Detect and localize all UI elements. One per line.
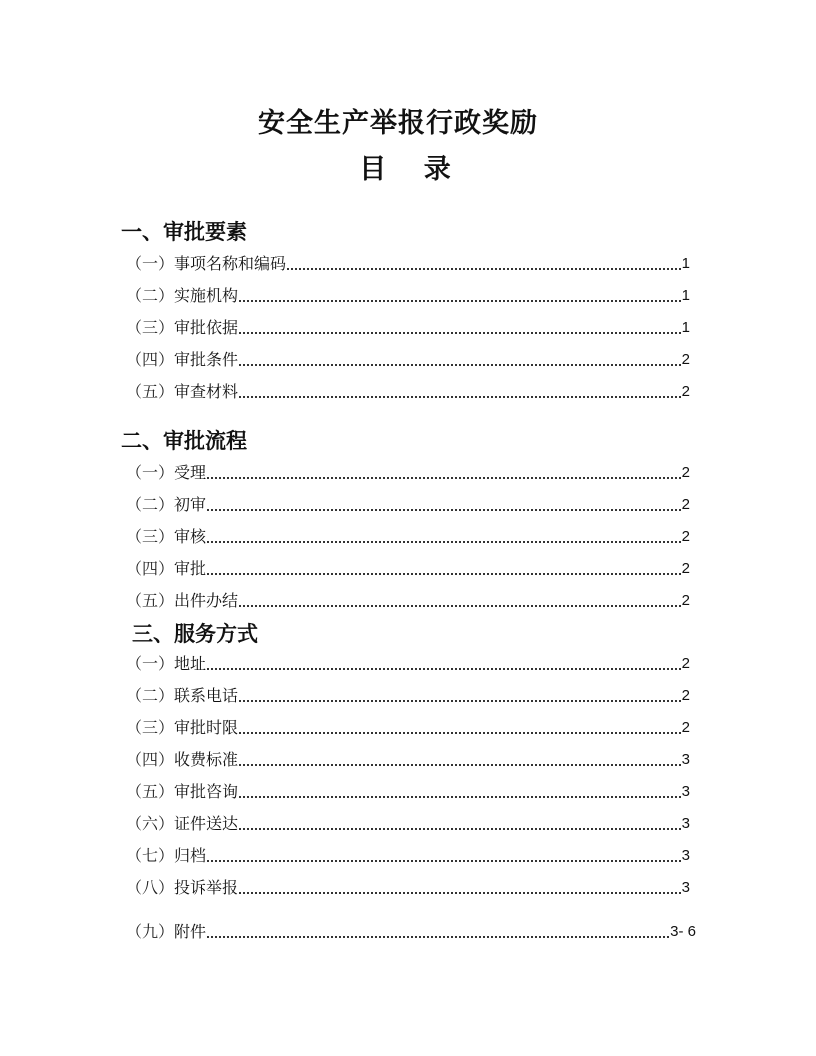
toc-entry[interactable] [126, 284, 690, 306]
toc-entry-label: 附件 [174, 922, 207, 941]
toc-entry-number: （四） [126, 350, 175, 369]
toc-entry[interactable] [126, 780, 690, 802]
dot-leader [239, 605, 681, 607]
toc-entry-label: 收费标准 [174, 750, 239, 769]
dot-leader [239, 364, 681, 366]
dot-leader [239, 732, 681, 734]
toc-entry-number: （三） [126, 527, 175, 546]
toc-entry-number: （三） [126, 318, 175, 337]
toc-entry-label: 审批时限 [174, 718, 239, 737]
dot-leader [287, 268, 681, 270]
toc-entry-page: 3 [681, 783, 690, 800]
section-heading-service-methods: 三、服务方式 [132, 622, 258, 646]
toc-entry[interactable] [126, 876, 690, 898]
dot-leader [207, 477, 681, 479]
toc-entry-label: 证件送达 [174, 814, 239, 833]
toc-entry-label: 实施机构 [174, 286, 239, 305]
toc-entry-page: 3 [681, 751, 690, 768]
toc-entry[interactable] [126, 252, 690, 274]
dot-leader [207, 668, 681, 670]
section-heading-approval-elements: 一、审批要素 [121, 220, 247, 244]
toc-entry[interactable] [126, 348, 690, 370]
toc-entry-page: 1 [681, 319, 690, 336]
toc-entry-number: （一） [126, 254, 175, 273]
toc-entry[interactable] [126, 716, 690, 738]
dot-leader [239, 764, 681, 766]
toc-heading: 目 录 [359, 154, 465, 185]
section-heading-approval-process: 二、审批流程 [121, 429, 247, 453]
dot-leader [207, 541, 681, 543]
toc-entry-page: 3 [681, 879, 690, 896]
dot-leader [207, 936, 669, 938]
toc-entry-label: 审查材料 [174, 382, 239, 401]
dot-leader [239, 828, 681, 830]
toc-entry-page: 3 [681, 815, 690, 832]
toc-entry[interactable] [126, 844, 690, 866]
toc-entry-label: 审批依据 [174, 318, 239, 337]
toc-entry-page: 2 [681, 383, 690, 400]
toc-entry-label: 联系电话 [174, 686, 239, 705]
document-title: 安全生产举报行政奖励 [258, 108, 538, 139]
toc-entry-page: 3- 6 [670, 923, 696, 940]
toc-entry-label: 初审 [174, 495, 207, 514]
toc-entry-number: （二） [126, 686, 175, 705]
toc-entry-label: 审批条件 [174, 350, 239, 369]
toc-entry-page: 2 [681, 351, 690, 368]
toc-entry-label: 受理 [174, 463, 207, 482]
toc-entry-number: （三） [126, 718, 175, 737]
toc-entry-number: （九） [126, 922, 175, 941]
toc-entry-label: 审批咨询 [174, 782, 239, 801]
toc-entry-label: 事项名称和编码 [174, 254, 287, 273]
dot-leader [239, 892, 681, 894]
toc-entry-number: （四） [126, 559, 175, 578]
toc-entry[interactable] [126, 812, 690, 834]
toc-entry-number: （七） [126, 846, 175, 865]
toc-entry[interactable] [126, 684, 690, 706]
toc-entry-label: 归档 [174, 846, 207, 865]
toc-entry-number: （二） [126, 495, 175, 514]
dot-leader [239, 332, 681, 334]
toc-entry[interactable] [126, 380, 690, 402]
toc-entry-label: 审核 [174, 527, 207, 546]
toc-entry-page: 2 [681, 655, 690, 672]
toc-entry-number: （五） [126, 782, 175, 801]
toc-entry-label: 出件办结 [174, 591, 239, 610]
toc-entry[interactable] [126, 316, 690, 338]
toc-entry-page: 1 [681, 255, 690, 272]
toc-entry-page: 2 [681, 560, 690, 577]
toc-entry[interactable] [126, 461, 690, 483]
dot-leader [239, 700, 681, 702]
toc-entry-page: 3 [681, 847, 690, 864]
toc-entry-number: （八） [126, 878, 175, 897]
toc-entry-page: 2 [681, 496, 690, 513]
toc-entry-number: （一） [126, 654, 175, 673]
toc-entry-page: 2 [681, 592, 690, 609]
dot-leader [207, 573, 681, 575]
toc-entry-number: （一） [126, 463, 175, 482]
toc-entry-page: 2 [681, 687, 690, 704]
toc-entry-label: 地址 [174, 654, 207, 673]
toc-entry[interactable] [126, 589, 690, 611]
toc-entry[interactable] [126, 652, 690, 674]
toc-entry[interactable] [126, 748, 690, 770]
toc-entry[interactable] [126, 920, 696, 942]
toc-entry-page: 2 [681, 528, 690, 545]
dot-leader [239, 796, 681, 798]
dot-leader [239, 300, 681, 302]
dot-leader [207, 509, 681, 511]
dot-leader [239, 396, 681, 398]
toc-entry[interactable] [126, 493, 690, 515]
toc-entry-label: 投诉举报 [174, 878, 239, 897]
toc-entry[interactable] [126, 525, 690, 547]
toc-entry-number: （五） [126, 591, 175, 610]
toc-entry-page: 2 [681, 464, 690, 481]
toc-entry-page: 1 [681, 287, 690, 304]
toc-entry-label: 审批 [174, 559, 207, 578]
toc-entry-number: （五） [126, 382, 175, 401]
toc-entry-number: （六） [126, 814, 175, 833]
toc-entry-number: （二） [126, 286, 175, 305]
toc-entry[interactable] [126, 557, 690, 579]
toc-entry-page: 2 [681, 719, 690, 736]
toc-entry-number: （四） [126, 750, 175, 769]
dot-leader [207, 860, 681, 862]
